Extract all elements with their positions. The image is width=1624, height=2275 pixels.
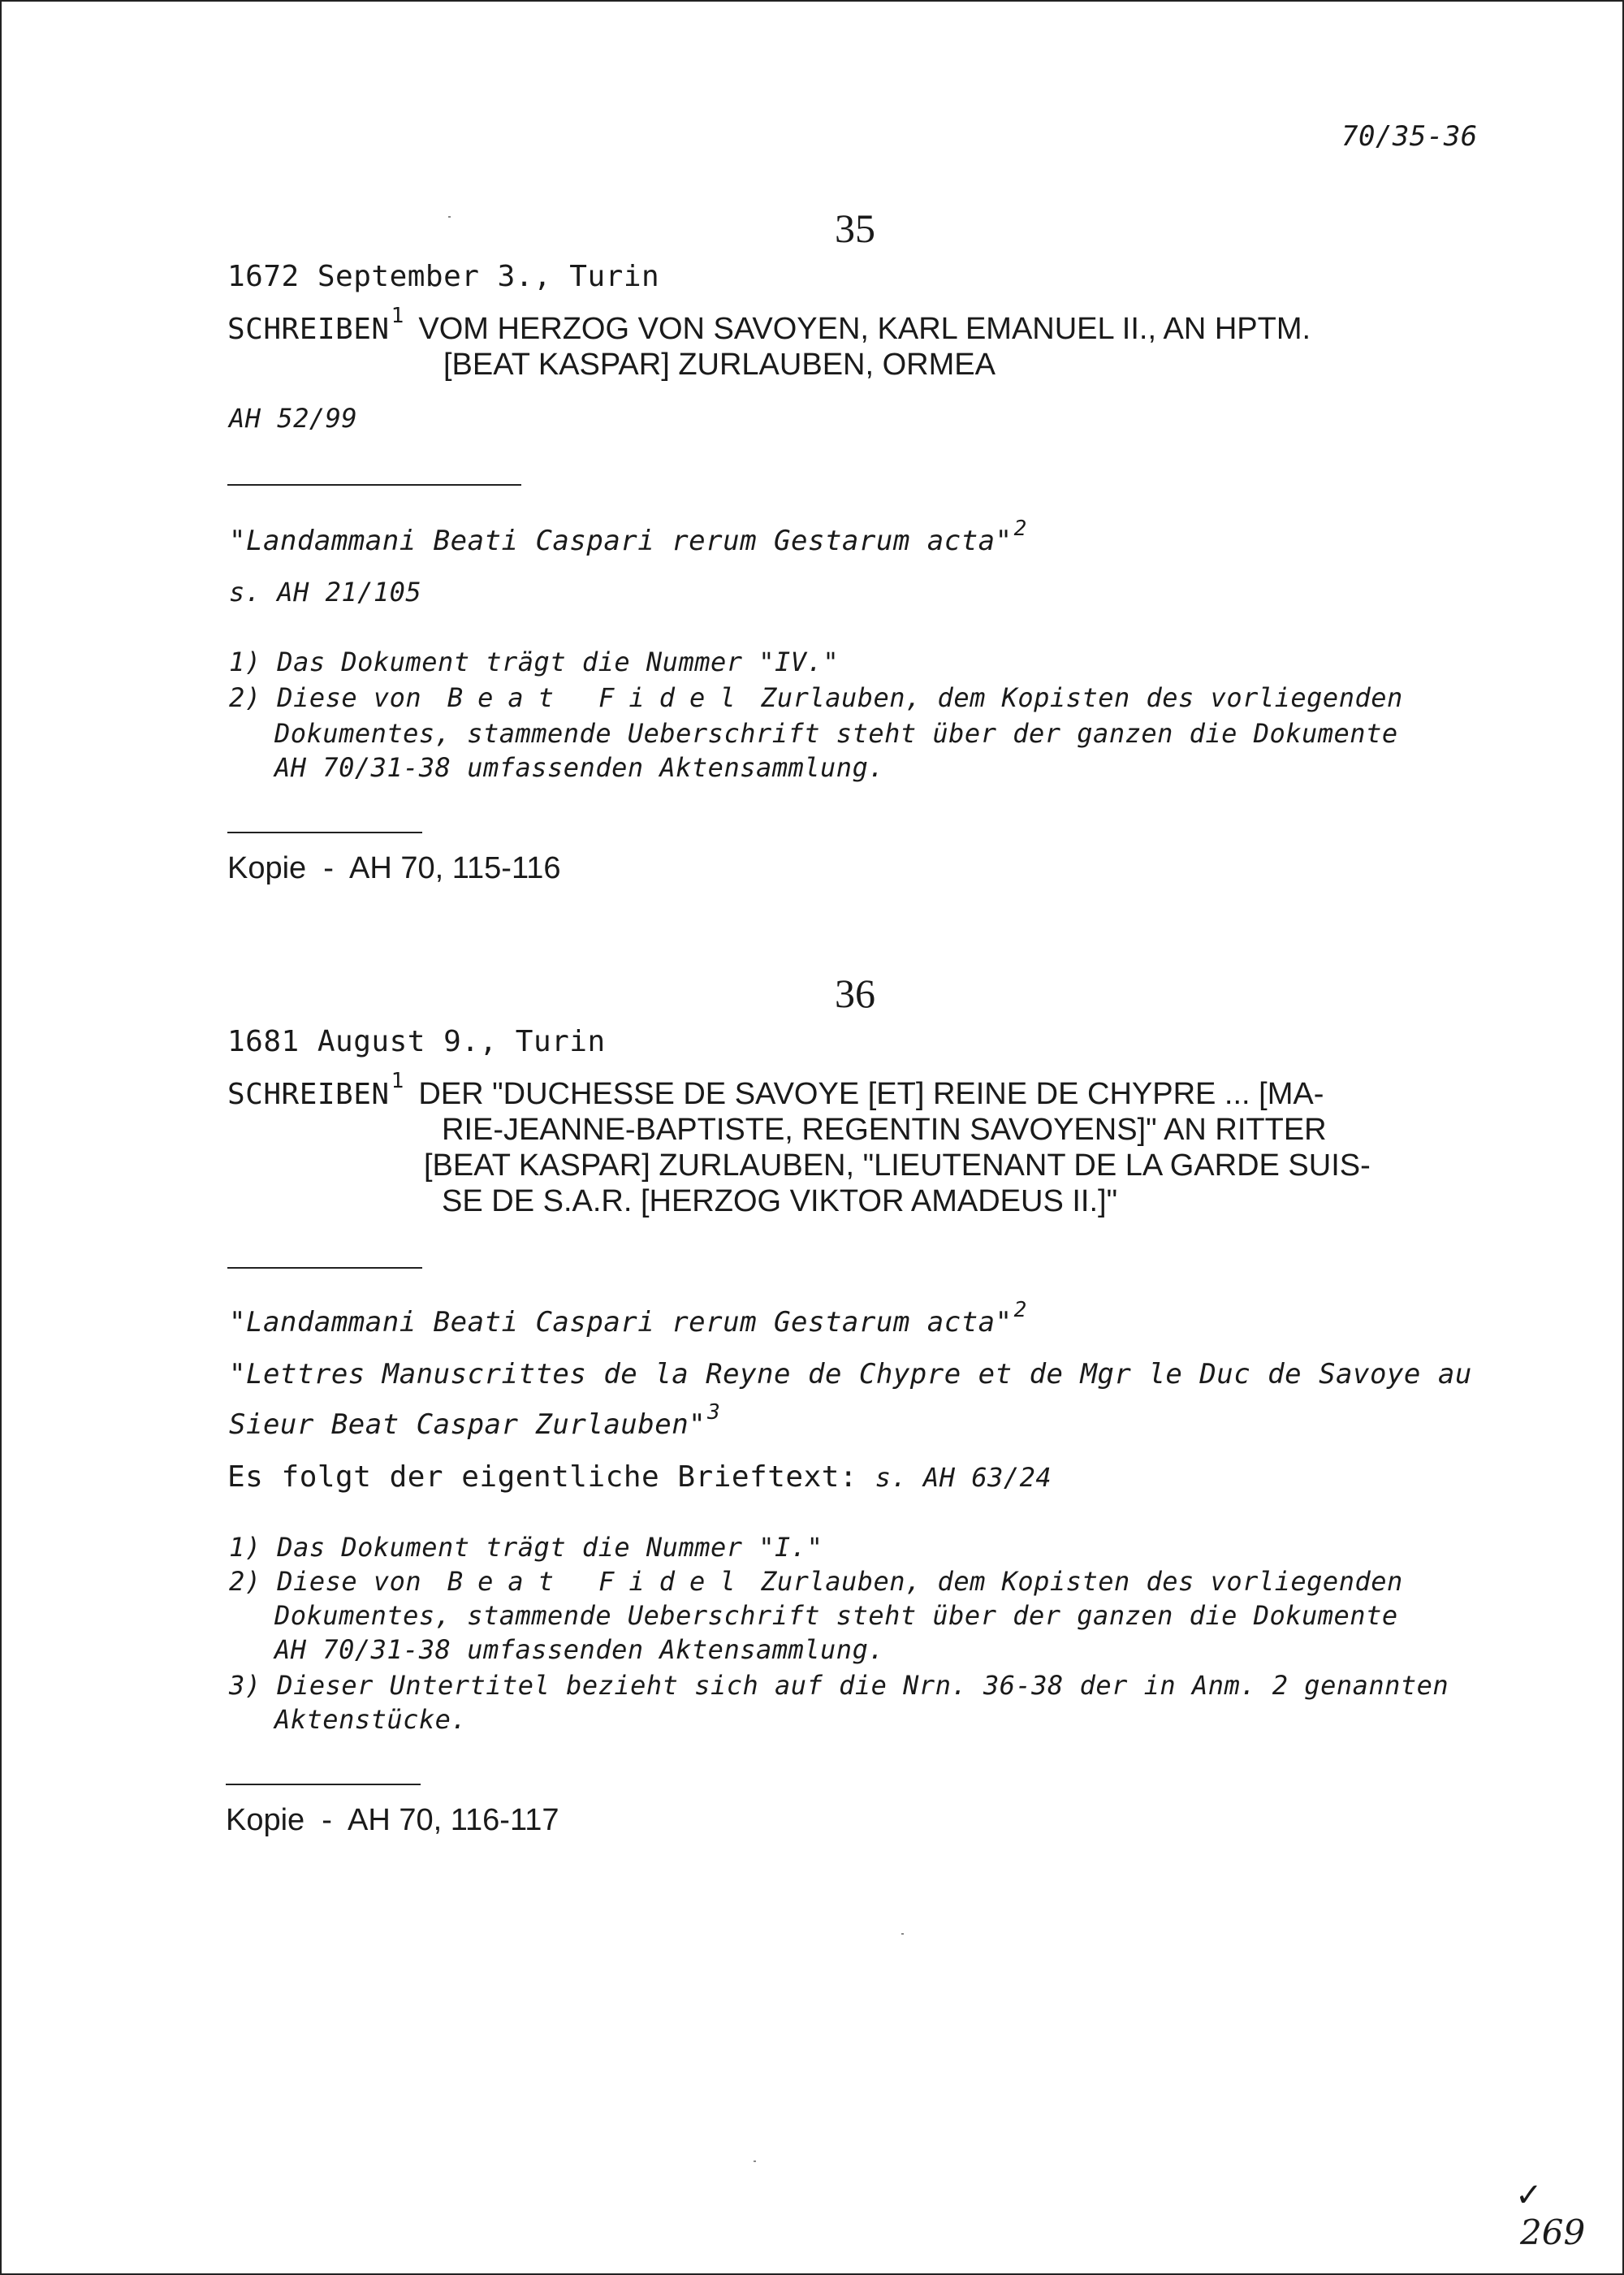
scan-speck xyxy=(448,216,451,218)
separator-35-b xyxy=(227,832,422,833)
footnote-36-1: 1) Das Dokument trägt die Nummer "I." xyxy=(229,1532,823,1563)
footnote-ref-3: 3 xyxy=(707,1400,720,1425)
date-line-36: 1681 August 9., Turin xyxy=(227,1025,606,1058)
document-number-35: 35 xyxy=(835,205,875,251)
title-36-word: SCHREIBEN xyxy=(227,1078,390,1111)
header-reference: 70/35-36 xyxy=(1341,120,1478,153)
check-mark: ✓ xyxy=(1515,2177,1543,2214)
title-36-line-4: SE DE S.A.R. [HERZOG VIKTOR AMADEUS II.]" xyxy=(442,1184,1118,1218)
footnote-36-2-b: Zurlauben, dem Kopisten des vorliegenden xyxy=(761,1566,1403,1597)
title-36-line-1 xyxy=(227,1069,1324,1112)
footnote-36-3-line-1: 3) Dieser Untertitel bezieht sich auf die Nrn. 36-38 der in Anm. 2 genannten xyxy=(229,1670,1449,1701)
title-35-text-1: VOM HERZOG VON SAVOYEN, KARL EMANUEL II., AN HPTM. xyxy=(418,312,1311,346)
quote-36-2-line-2 xyxy=(229,1400,720,1441)
see-ref-35: s. AH 21/105 xyxy=(229,577,422,608)
footnote-36-2-a: 2) Diese von xyxy=(229,1566,422,1597)
quote-35 xyxy=(229,517,1027,557)
separator-35-a xyxy=(227,484,521,486)
footnote-36-2-spaced: Beat Fidel xyxy=(447,1566,750,1597)
brief-text-label: Es folgt der eigentliche Brieftext: xyxy=(227,1460,858,1494)
brief-text-line xyxy=(227,1460,1052,1494)
footnote-35-2 xyxy=(229,682,1403,713)
title-35-line-2: [BEAT KASPAR] ZURLAUBEN, ORMEA xyxy=(443,348,996,382)
copy-ref-35: Kopie - AH 70, 115-116 xyxy=(227,851,561,885)
footnote-ref-1: 1 xyxy=(391,304,404,328)
footnote-36-2-line-3: AH 70/31-38 umfassenden Aktensammlung. xyxy=(274,1634,885,1665)
quote-36-2-line-1: "Lettres Manuscrittes de la Reyne de Chypre et de Mgr le Duc de Savoye au xyxy=(229,1358,1472,1391)
quote-36-1 xyxy=(229,1298,1027,1339)
footnote-36-2-line-2: Dokumentes, stammende Ueberschrift steht über der ganzen die Dokumente xyxy=(274,1600,1398,1631)
brief-text-ref: s. AH 63/24 xyxy=(875,1462,1052,1493)
separator-36-a xyxy=(227,1267,422,1269)
footnote-35-2-a: 2) Diese von xyxy=(229,682,422,713)
separator-36-b xyxy=(226,1784,421,1785)
footnote-ref-2: 2 xyxy=(1013,517,1027,541)
footnote-35-2-b: Zurlauben, dem Kopisten des vorliegenden xyxy=(761,682,1403,713)
copy-ref-36: Kopie - AH 70, 116-117 xyxy=(226,1803,559,1837)
scan-speck xyxy=(754,2160,756,2162)
footnote-36-2 xyxy=(229,1566,1403,1597)
footnote-35-2-spaced: Beat Fidel xyxy=(447,682,750,713)
archive-ref-35: AH 52/99 xyxy=(229,403,358,434)
quote-36-2-text: Sieur Beat Caspar Zurlauben" xyxy=(229,1408,706,1441)
title-36-line-3: [BEAT KASPAR] ZURLAUBEN, "LIEUTENANT DE LA GARDE SUIS- xyxy=(424,1148,1371,1183)
title-35-word: SCHREIBEN xyxy=(227,313,390,346)
title-36-text-1: DER "DUCHESSE DE SAVOYE [ET] REINE DE CHYPRE ... [MA- xyxy=(418,1077,1324,1111)
page-number: 269 xyxy=(1520,2212,1586,2252)
footnote-35-2-line-3: AH 70/31-38 umfassenden Aktensammlung. xyxy=(274,752,885,783)
title-35-line-1 xyxy=(227,304,1311,347)
quote-36-1-text: "Landammani Beati Caspari rerum Gestarum acta" xyxy=(229,1306,1013,1339)
footnote-ref-2: 2 xyxy=(1013,1298,1027,1322)
quote-35-text: "Landammani Beati Caspari rerum Gestarum acta" xyxy=(229,525,1013,557)
date-line-35: 1672 September 3., Turin xyxy=(227,260,660,293)
footnote-35-1: 1) Das Dokument trägt die Nummer "IV." xyxy=(229,647,840,677)
footnote-36-3-line-2: Aktenstücke. xyxy=(274,1704,468,1735)
footnote-ref-1: 1 xyxy=(391,1069,404,1093)
scan-speck xyxy=(901,1933,904,1935)
document-number-36: 36 xyxy=(835,971,875,1016)
title-36-line-2: RIE-JEANNE-BAPTISTE, REGENTIN SAVOYENS]" AN RITTER xyxy=(442,1113,1327,1147)
footnote-35-2-line-2: Dokumentes, stammende Ueberschrift steht über der ganzen die Dokumente xyxy=(274,718,1398,749)
